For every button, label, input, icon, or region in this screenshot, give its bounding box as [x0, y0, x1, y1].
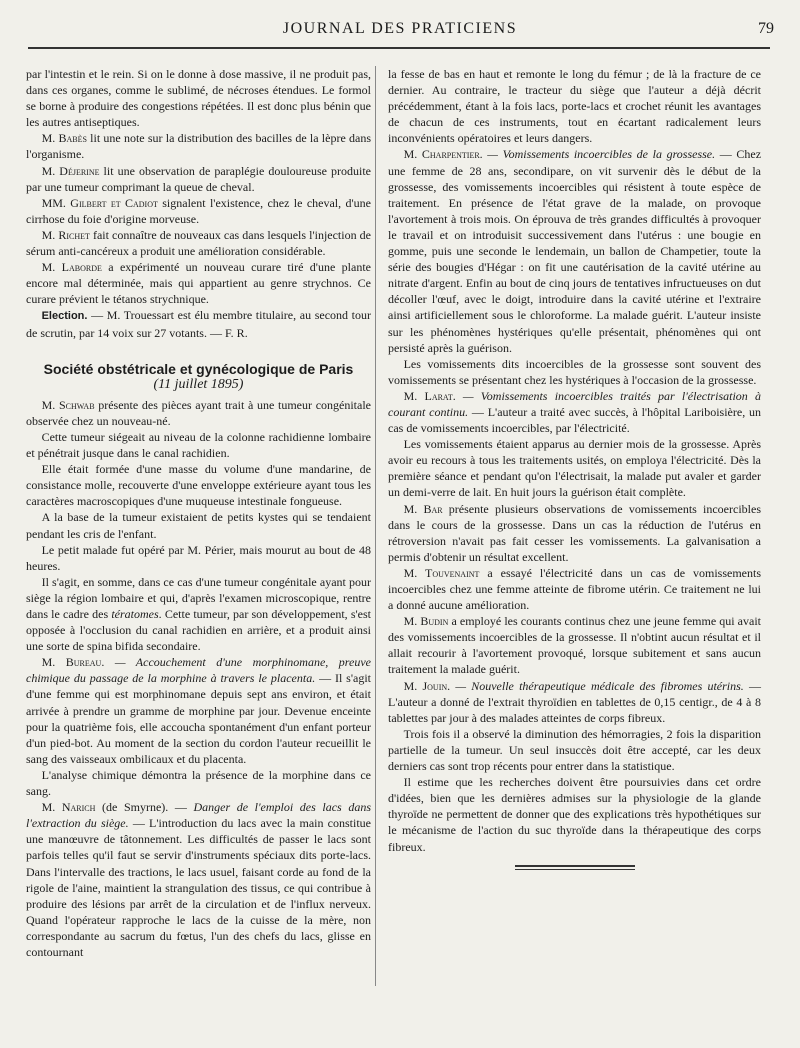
paragraph: par l'intestin et le rein. Si on le donne à dose massive, il ne produit pas, dans ces organes, comme le sublimé, de nécroses étendues. Le formol se borne à produire des congestions répétées. Il est donc plus bénin que les autres antiseptiques.	[26, 67, 371, 130]
section-title: Société obstétricale et gynécologique de Paris	[43, 360, 354, 377]
paragraph	[388, 565, 761, 613]
author-name: M. Laborde	[41, 260, 102, 275]
paragraph-text: a expérimenté un nouveau curare tiré d'une plante encore mal déterminée, mais qui appartient au genre strychnos. Ce curare prévient le tétanos strychnique.	[26, 260, 371, 307]
author-name: M. Bar	[403, 501, 443, 516]
paragraph: L'analyse chimique démontra la présence de la morphine dans ce sang.	[26, 767, 371, 799]
paragraph	[26, 307, 371, 340]
italic-term: tératomes	[111, 607, 159, 621]
paragraph-text: a employé les courants continus chez une jeune femme qui avait des vomissements incoercibles de la grossesse. Il n'obtint aucun résultat et il allait recourir à l'avortement provoqué, lorsque subitement et sans aucun traitement la malade guérit.	[388, 614, 762, 677]
column-divider	[375, 66, 376, 986]
paragraph-text: — M. Trouessart est élu membre titulaire, au second tour de scrutin, par 14 voix sur 27 votants. — F. R.	[26, 308, 371, 340]
paragraph: Trois fois il a observé la diminution des hémorragies, 2 fois la disparition partielle de la tumeur. Un seul insuccès doit être accepté, car les deux derniers cas sont trop récents pour entrer dans la statistique.	[388, 726, 761, 774]
right-column	[388, 66, 761, 870]
author-name: M. Budin	[403, 614, 449, 629]
section-date: (11 juillet 1895)	[153, 376, 244, 392]
paragraph: Les vomissements dits incoercibles de la grossesse sont souvent des vomissements se présentant chez les hystériques à l'occasion de la grossesse.	[388, 356, 761, 387]
author-name: M. Jouin.	[403, 678, 451, 693]
author-name: MM. Gilbert et Cadiot	[41, 195, 158, 210]
paragraph: la fesse de bas en haut et remonte le long du fémur ; de là la fracture de ce dernier. Au contraire, le tracteur du siège que l'auteur a déjà décrit précédemment, étant à la fois lacs, porte-lacs et crochet réunit les avantages de chacun de ces instruments, tout en écartant radicalement leurs inconvénients opératoires et leurs dangers.	[388, 67, 761, 146]
end-rule	[515, 865, 635, 867]
paragraph-text: — L'introduction du lacs avec la main constitue une manœuvre de tâtonnement. Les difficultés de passer le lacs sont parfois telles qu'il faut se servir d'instruments spéciaux dits porte-lacs. Dans l'intervalle des tractions, le lacs usuel, faisant corde au fond de la rigole de l'aine, maintient la strangulation des tissus, ce qui contribue à produire des lésions par arrêt de la circulation et de l'influx nerveux. Quand l'opérateur rapproche le lacs de la cuisse de la mère, non correspondante au sacrum du fœtus, l'un des chefs du lacs, glisse en contournant	[26, 816, 372, 959]
paragraph-text: a essayé l'électricité dans un cas de vomissements incoercibles chez une femme atteinte de fibrome utérin. Ce traitement ne lui a donné aucune amélioration.	[388, 565, 761, 613]
header-rule	[28, 47, 770, 49]
author-name: M. Touvenaint	[403, 565, 480, 580]
paragraph-text: présente des pièces ayant trait à une tumeur congénitale observée chez un nouveau-né.	[26, 397, 372, 428]
author-name: M. Narich	[41, 800, 96, 815]
paragraph-text: signalent l'existence, chez le cheval, d'une cirrhose du foie d'origine morveuse.	[26, 195, 372, 226]
paragraph	[26, 163, 371, 195]
left-column	[26, 66, 371, 960]
paragraph: Les vomissements étaient apparus au dernier mois de la grossesse. Après avoir eu recours à tous les traitements usités, on employa l'électricité. Dès la première séance et pendant qu'on l'électrisait, la malade put avaler et garder un demi-verre de lait. En huit jours la guérison était complète.	[388, 437, 761, 500]
author-name: M. Babès	[41, 131, 87, 146]
paragraph	[26, 259, 371, 307]
paragraph-text: lit une note sur la distribution des bacilles de la lèpre dans l'organisme.	[26, 131, 371, 162]
paragraph	[388, 501, 761, 565]
paragraph: A la base de la tumeur existaient de petits kystes qui se tendaient pendant les cris de l'enfant.	[26, 510, 371, 541]
paragraph-text: . Cette tumeur, par son développement, s'est opposée à l'occlusion du canal rachidien en arrière, et a produit ainsi une sorte de spina bifida secondaire.	[26, 607, 371, 654]
paragraph: Le petit malade fut opéré par M. Périer, mais mourut au bout de 48 heures.	[26, 542, 371, 573]
paragraph	[388, 613, 761, 677]
paragraph	[26, 227, 371, 259]
paragraph-text: — L'auteur a donné de l'extrait thyroïdien en tablettes de 0,15 centigr., de 4 à 8 tablettes par jour à des malades atteintes de corps fibreux.	[388, 678, 761, 725]
paragraph: Cette tumeur siégeait au niveau de la colonne rachidienne lombaire et pénétrait jusque dans le canal rachidien.	[26, 429, 371, 461]
paragraph-text: Il s'agit, en somme, dans ce cas d'une tumeur congénitale ayant pour siège la région lombaire et qui, d'après l'examen microscopique, rentre dans le cadre des	[26, 574, 371, 621]
paper-title: — Vomissements incoercibles traités par l'électrisation à courant continu.	[388, 388, 761, 419]
paragraph	[26, 654, 371, 767]
paragraph	[26, 799, 371, 960]
paragraph	[26, 574, 371, 654]
paragraph	[26, 195, 371, 227]
page-number: 79	[758, 20, 774, 37]
author-name: M. Charpentier.	[403, 147, 483, 162]
paragraph-text: — Chez une femme de 28 ans, secondipare, on vit survenir dès le début de la grossesse, des vomissements incoercibles qui résistent à toute espèce de traitement. En présence de l'état grave de la malade, on provoque l'avortement à trois mois. On éprouva de très grandes difficultés à provoquer le travail et on introduisit successivement dans l'utérus : une bougie en gomme, puis une seconde le lendemain, un ballon de Champetier, toute la série des bougies d'Hégar : on fit une cautérisation de la cavité utérine au nitrate d'argent. Enfin au bout de cinq jours de tentatives infructueuses on dut décoller l'œuf, avec le doigt, introduire dans la cavité utérine et l'extraire ainsi artificiellement sous le chloroforme. La malade guérit. L'auteur insiste sur les phénomènes hystériques qu'elle présentait, phénomènes qui ont persisté après la guérison.	[388, 147, 762, 355]
paragraph	[388, 678, 761, 726]
paper-title: — Vomissements incoercibles de la grossesse.	[482, 147, 716, 162]
paragraph	[388, 146, 761, 355]
author-name: M. Larat.	[403, 388, 456, 403]
paragraph-text: (de Smyrne). —	[95, 800, 194, 815]
paragraph: Il estime que les recherches doivent être poursuivies dans cet ordre d'idées, bien que les dernières admises sur la physiologie de la glande thyroïde ne permettent de donner que des explications très hypothétiques sur le mécanisme de l'action du suc thyroïde dans la thérapeutique des corps fibreux.	[388, 775, 761, 854]
paragraph-text: lit une observation de paraplégie douloureuse produite par une tumeur comprimant la queue de cheval.	[26, 163, 371, 194]
end-rule	[515, 869, 635, 870]
paper-title: — Nouvelle thérapeutique médicale des fibromes utérins.	[450, 678, 744, 693]
page-header	[20, 18, 780, 46]
election-label: Election.	[41, 310, 88, 323]
paragraph-text: présente plusieurs observations de vomissements incoercibles dans le cours de la grossesse. Dans un cas la réduction de l'utérus en rétroversion n'avait pas fait cesser les vomissements. La galvanisation a permis d'obtenir un résultat excellent.	[388, 501, 761, 564]
paragraph-text: fait connaître de nouveaux cas dans lesquels l'injection de sérum anti-cancéreux a produit une amélioration considérable.	[26, 227, 371, 259]
author-name: M. Schwab	[41, 397, 95, 412]
author-name: M. Richet	[41, 227, 90, 242]
paper-title: Danger de l'emploi des lacs dans l'extraction du siège.	[26, 800, 371, 831]
paragraph	[388, 388, 761, 436]
paragraph-text: — Il s'agit d'une femme qui est morphinomane depuis sept ans environ, et était arrivée à prendre un gramme de morphine par jour. Devenue enceinte pour la quatrième fois, elle accoucha spontanément d'un enfant porteur d'un pied-bot. Au moment de la section du cordon l'auteur recueillit le sang des vaisseaux ombilicaux et du placenta.	[26, 671, 371, 766]
paper-title: — Accouchement d'une morphinomane, preuve chimique du passage de la morphine à travers le placenta.	[26, 655, 371, 686]
paragraph: Elle était formée d'une masse du volume d'une mandarine, de consistance molle, recouverte d'une enveloppe extérieure ayant tous les caractères macroscopiques d'une muqueuse intestinale fongueuse.	[26, 462, 371, 509]
journal-title: JOURNAL DES PRATICIENS	[282, 20, 518, 37]
paragraph-text: — L'auteur a traité avec succès, à l'hôpital Lariboisière, un cas de vomissements incoercibles, par l'électricité.	[388, 404, 761, 436]
paragraph	[26, 397, 371, 429]
author-name: M. Bureau.	[41, 655, 105, 670]
paragraph	[26, 130, 371, 162]
author-name: M. Déjerine	[41, 163, 100, 178]
